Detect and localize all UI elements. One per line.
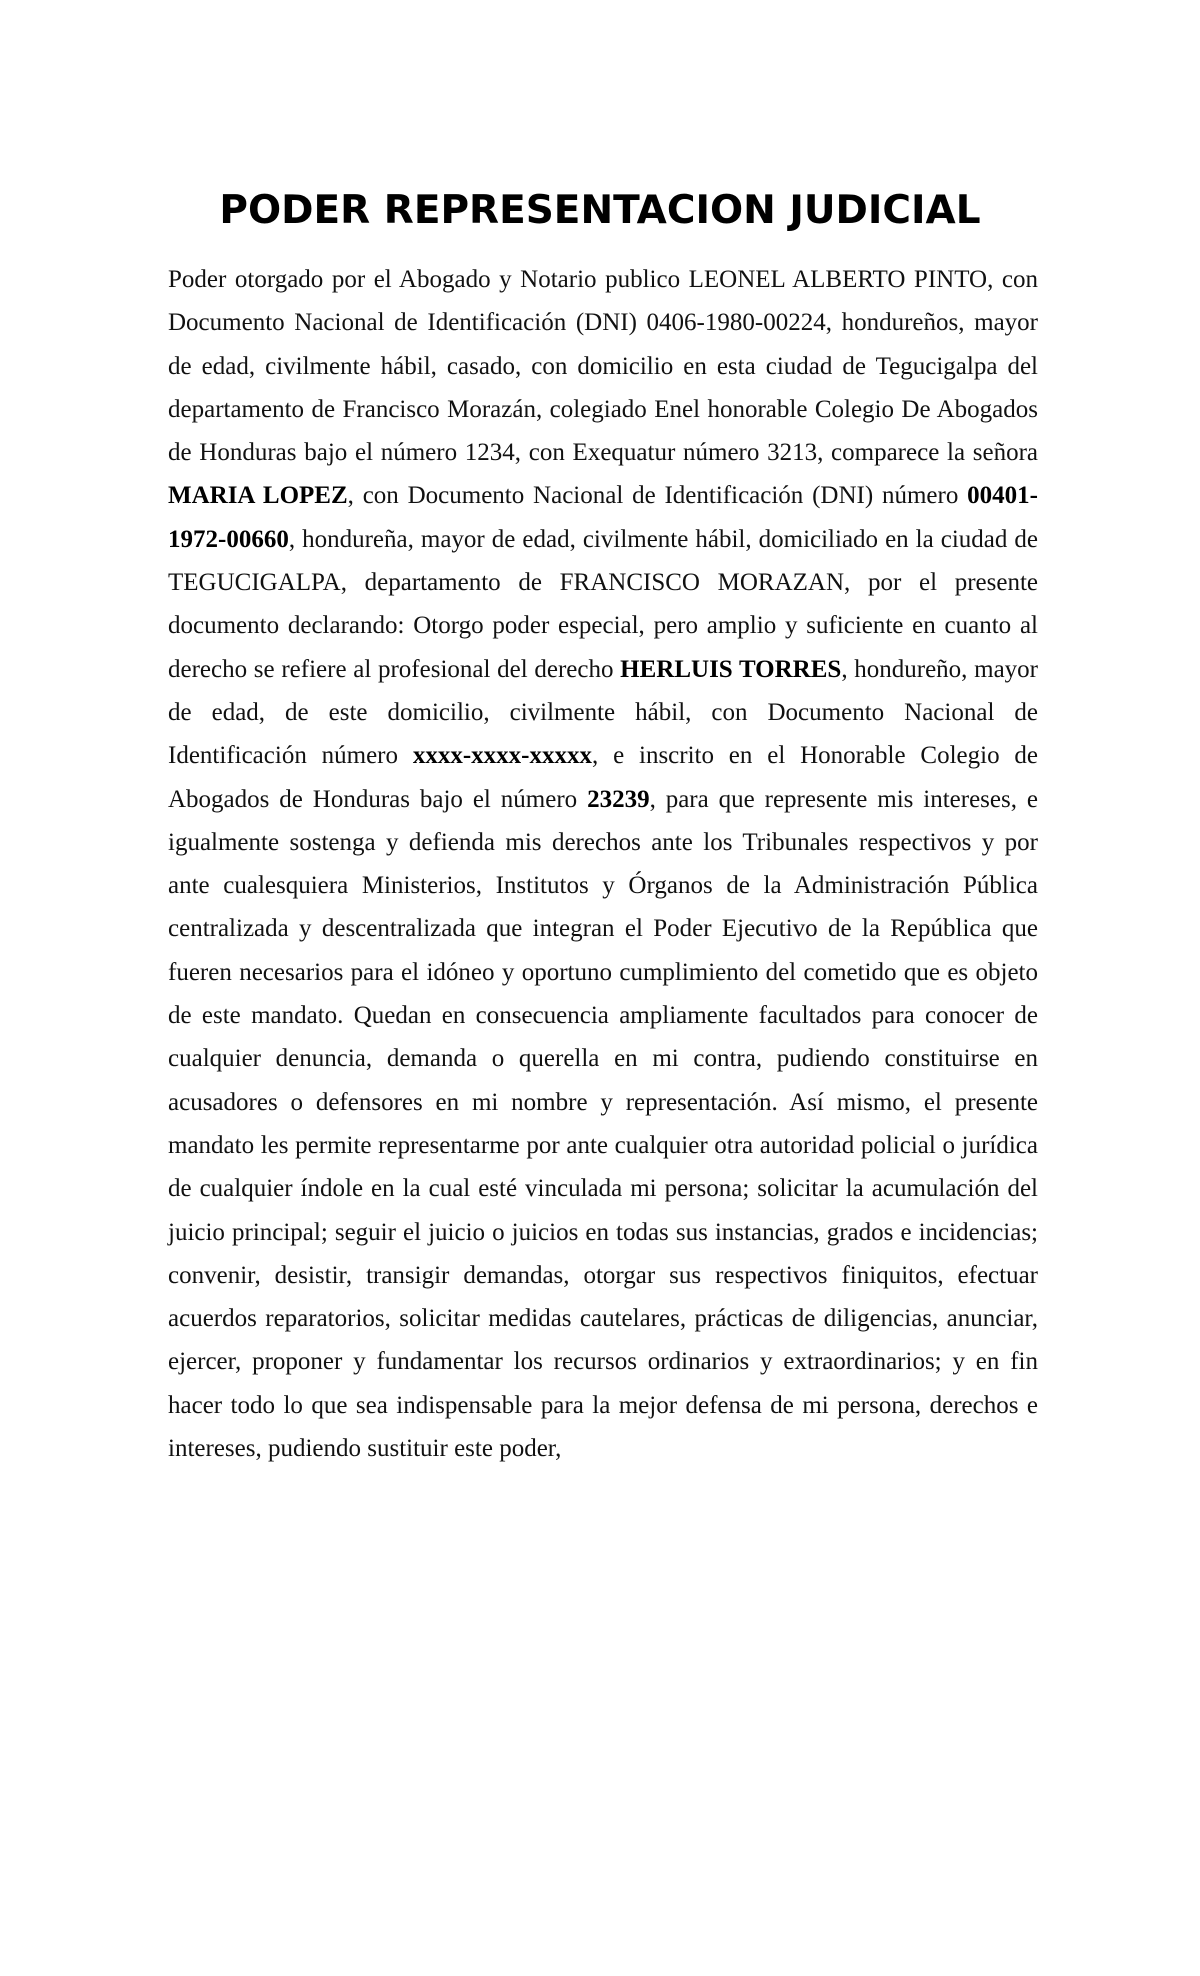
body-segment: , hondureña, mayor de edad, civilmente hábil, domiciliado en la ciudad de TEGUCIGALPA, departamento de FRANCISCO MORAZAN, por el presente documento declarando: Otorgo poder especial, pero amplio y suficiente en cuanto al derecho se refiere al profesional del derecho <box>168 525 1038 683</box>
body-segment: , hondureño, mayor de edad, de este domicilio, civilmente hábil, con Documento Nacional de Identificación número <box>168 655 1038 770</box>
attorney-registration-number: 23239 <box>587 785 650 813</box>
document-title: PODER REPRESENTACION JUDICIAL <box>219 188 981 233</box>
grantor-name: MARIA LOPEZ <box>168 482 348 510</box>
grantor-dni: 00401-1972-00660 <box>168 482 1038 553</box>
attorney-name: HERLUIS TORRES <box>620 655 842 683</box>
body-segment: Poder otorgado por el Abogado y Notario publico LEONEL ALBERTO PINTO, con Documento Nacional de Identificación (DNI) 0406-1980-00224, hondureños, mayor de edad, civilmente hábil, casado, con domicilio en esta ciudad de Tegucigalpa del departamento de Francisco Morazán, colegiado Enel honorable Colegio De Abogados de Honduras bajo el número 1234, con Exequatur número 3213, comparece la señora <box>168 266 1038 467</box>
body-segment: , con Documento Nacional de Identificación (DNI) número <box>347 482 968 510</box>
attorney-id: xxxx-xxxx-xxxxx <box>412 742 592 770</box>
body-segment: , para que represente mis intereses, e igualmente sostenga y defienda mis derechos ante los Tribunales respectivos y por ante cualesquiera Ministerios, Institutos y Órganos de la Administración Pública centralizada y descentralizada que integran el Poder Ejecutivo de la República que fueren necesarios para el idóneo y oportuno cumplimiento del cometido que es objeto de este mandato. Quedan en consecuencia ampliamente facultados para conocer de cualquier denuncia, demanda o querella en mi contra, pudiendo constituirse en acusadores o defensores en mi nombre y representación. Así mismo, el presente mandato les permite representarme por ante cualquier otra autoridad policial o jurídica de cualquier índole en la cual esté vinculada mi persona; solicitar la acumulación del juicio principal; seguir el juicio o juicios en todas sus instancias, grados e incidencias; convenir, desistir, transigir demandas, otorgar sus respectivos finiquitos, efectuar acuerdos reparatorios, solicitar medidas cautelares, prácticas de diligencias, anunciar, ejercer, proponer y fundamentar los recursos ordinarios y extraordinarios; y en fin hacer todo lo que sea indispensable para la mejor defensa de mi persona, derechos e intereses, pudiendo sustituir este poder, <box>168 785 1038 1463</box>
document-body <box>168 258 1038 1470</box>
body-segment: , e inscrito en el Honorable Colegio de Abogados de Honduras bajo el número <box>168 742 1039 813</box>
